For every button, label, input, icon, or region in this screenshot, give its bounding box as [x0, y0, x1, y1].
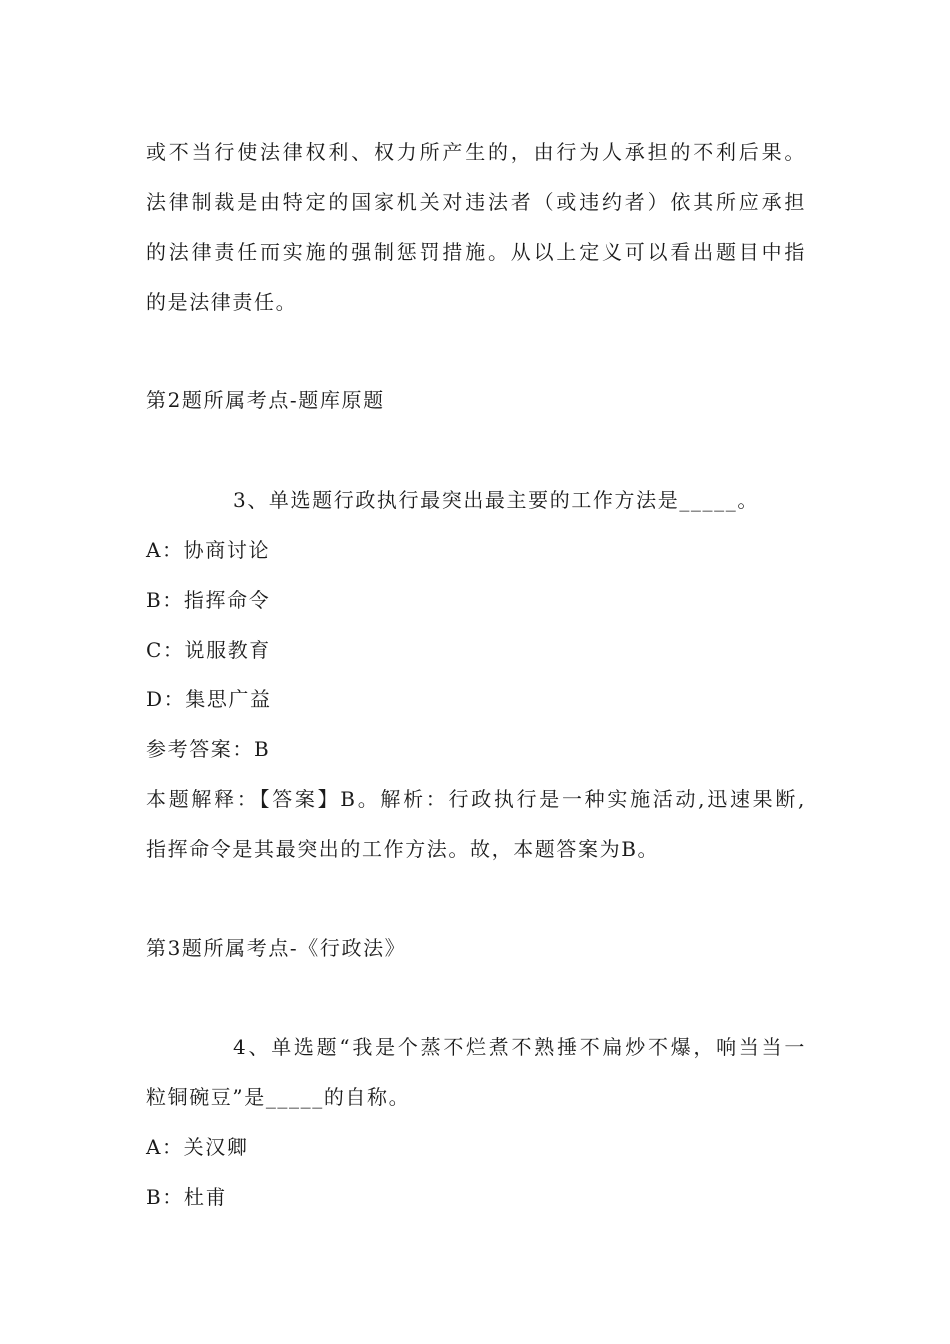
explanation-line: 的法律责任而实施的强制惩罚措施。从以上定义可以看出题目中指: [146, 240, 806, 264]
explanation-line: 法律制裁是由特定的国家机关对违法者（或违约者）依其所应承担: [146, 190, 806, 214]
option-c: C：说服教育: [146, 638, 271, 662]
explanation-line: 本题解释：【答案】B。解析：行政执行是一种实施活动,迅速果断,: [146, 787, 806, 811]
option-b: B：指挥命令: [146, 588, 271, 612]
question-stem: 4、单选题“我是个蒸不烂煮不熟捶不扁炒不爆，响当当一: [233, 1035, 806, 1059]
option-a: A：关汉卿: [146, 1135, 249, 1159]
option-a: A：协商讨论: [146, 538, 271, 562]
option-d: D：集思广益: [146, 687, 272, 711]
question-stem-continued: 粒铜碗豆”是_____的自称。: [146, 1085, 411, 1109]
topic-label: 第3题所属考点-《行政法》: [146, 936, 407, 960]
option-b: B：杜甫: [146, 1185, 228, 1209]
explanation-line: 指挥命令是其最突出的工作方法。故，本题答案为B。: [146, 837, 660, 861]
question-stem: 3、单选题行政执行最突出最主要的工作方法是_____。: [233, 488, 759, 512]
reference-answer: 参考答案：B: [146, 737, 271, 761]
explanation-line: 的是法律责任。: [146, 290, 298, 314]
explanation-line: 或不当行使法律权利、权力所产生的，由行为人承担的不利后果。: [146, 140, 806, 164]
topic-label: 第2题所属考点-题库原题: [146, 388, 385, 412]
